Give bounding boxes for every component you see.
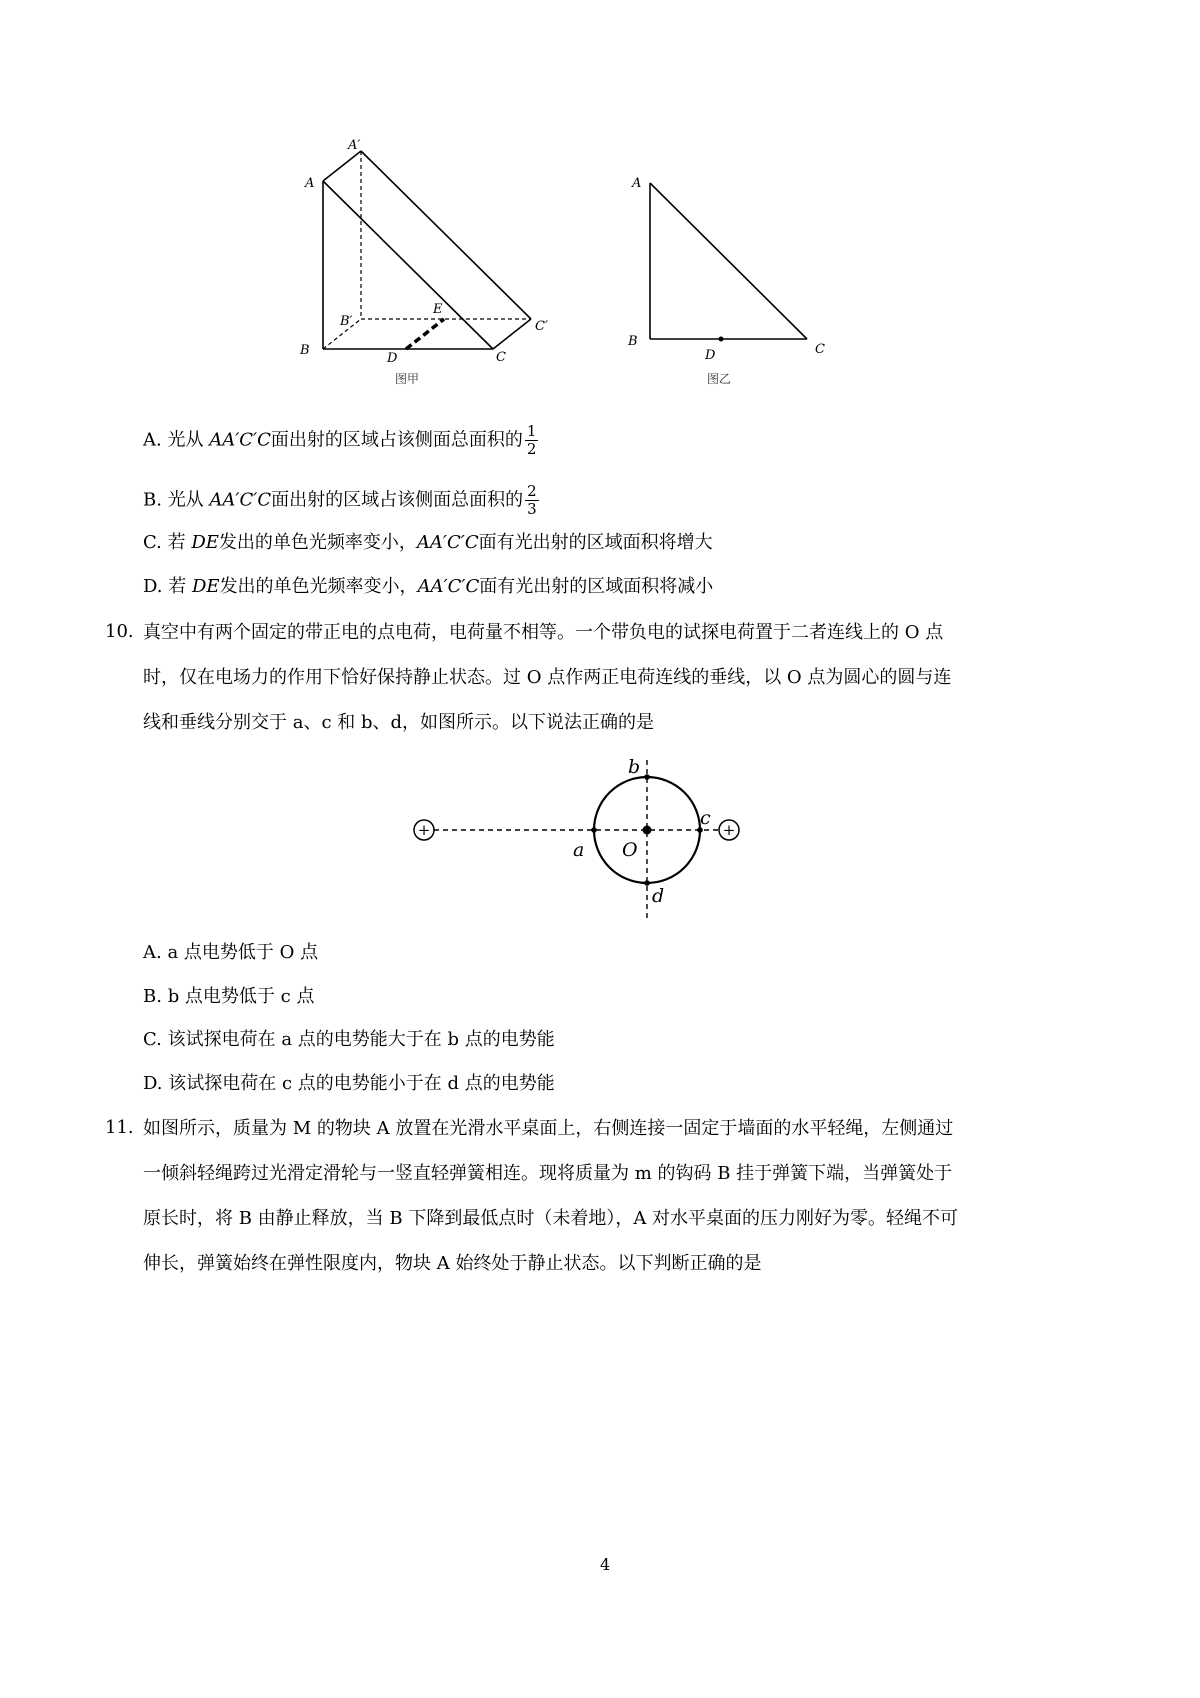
label-A-prime: A′ [348,138,361,153]
q10-option-c: C. 该试探电荷在 a 点的电势能大于在 b 点的电势能 [143,1029,555,1050]
q9-option-a: A. 光从 AA′C′C面出射的区域占该侧面总面积的 $\frac{1}{2}$ [143,422,537,458]
q10-line-2: 时，仅在电场力的作用下恰好保持静止状态。过 O 点作两正电荷连线的垂线，以 O 点为圆心的圆与连 [143,667,952,688]
q10-line-3: 线和垂线分别交于 a、c 和 b、d，如图所示。以下说法正确的是 [143,712,655,733]
label-D-2: D [705,348,716,363]
q10-stem [143,610,1093,745]
q10-line-1: 真空中有两个固定的带正电的点电荷，电荷量不相等。一个带负电的试探电荷置于二者连线上的 O 点 [143,622,944,643]
q9-option-b: B. 光从 AA′C′C面出射的区域占该侧面总面积的 $\frac{2}{3}$ [143,482,537,518]
page-number: 4 [600,1555,611,1574]
q9-option-d: D. 若 DE发出的单色光频率变小，AA′C′C面有光出射的区域面积将减小 [143,576,714,597]
q9-option-c: C. 若 DE发出的单色光频率变小，AA′C′C面有光出射的区域面积将增大 [143,532,713,553]
charge-figure [417,756,760,930]
label-E: E [433,302,443,317]
label-A-2: A [632,176,642,191]
charge-left-plus: + [417,821,431,839]
q11-line-1: 如图所示，质量为 M 的物块 A 放置在光滑水平桌面上，右侧连接一固定于墙面的水平轻绳，左侧通过 [143,1118,954,1139]
label-B-2: B [628,334,638,349]
q11-line-4: 伸长，弹簧始终在弹性限度内，物块 A 始终处于静止状态。以下判断正确的是 [143,1253,762,1274]
label-D: D [387,351,398,366]
label-C: C [496,350,506,365]
q10-option-b: B. b 点电势低于 c 点 [143,986,315,1007]
label-B-prime: B′ [340,314,353,329]
q11-line-2: 一倾斜轻绳跨过光滑定滑轮与一竖直轻弹簧相连。现将质量为 m 的钩码 B 挂于弹簧下端，当弹簧处于 [143,1163,953,1184]
q11-number: 11. [105,1117,134,1138]
label-c: c [700,807,711,829]
label-b: b [628,756,641,778]
label-a: a [573,839,585,861]
q10-number: 10. [105,621,134,642]
fraction: $\frac{1}{2}$ [526,422,537,458]
q10-option-d: D. 该试探电荷在 c 点的电势能小于在 d 点的电势能 [143,1073,555,1094]
q11-line-3: 原长时，将 B 由静止释放，当 B 下降到最低点时（未着地），A 对水平桌面的压力刚好为零。轻绳不可 [143,1208,959,1229]
caption-jia: 图甲 [395,372,420,386]
label-C-2: C [815,342,825,357]
caption-yi: 图乙 [707,372,732,386]
label-B: B [300,343,310,358]
q10-option-a: A. a 点电势低于 O 点 [143,942,319,963]
label-O: O [622,839,638,861]
prism-figure [300,138,860,390]
fraction: $\frac{2}{3}$ [527,482,537,518]
charge-right-plus: + [722,821,736,839]
label-d: d [652,885,665,907]
label-C-prime: C′ [535,319,548,334]
label-A: A [305,176,315,191]
q11-stem [143,1106,1093,1286]
